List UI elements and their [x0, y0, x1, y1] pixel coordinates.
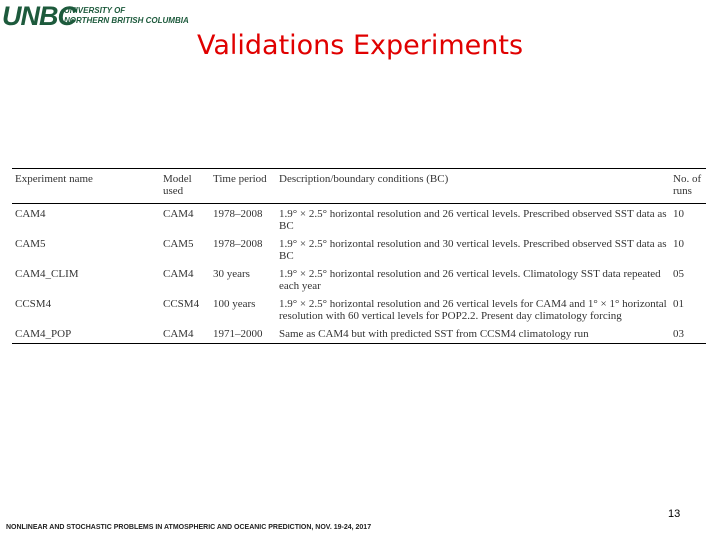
cell-no-of-runs: 01: [673, 298, 684, 310]
logo-line-2: NORTHERN BRITISH COLUMBIA: [64, 16, 189, 25]
table-row: [12, 294, 706, 324]
cell-experiment-name: CCSM4: [15, 298, 52, 310]
cell-experiment-name: CAM4: [15, 208, 46, 220]
cell-description: 1.9° × 2.5° horizontal resolution and 26 vertical levels. Climatology SST data repeated each year: [279, 268, 661, 292]
logo-text: [64, 6, 189, 26]
cell-description: 1.9° × 2.5° horizontal resolution and 26 vertical levels. Prescribed observed SST data as BC: [279, 208, 667, 232]
cell-description: 1.9° × 2.5° horizontal resolution and 30 vertical levels. Prescribed observed SST data as BC: [279, 238, 667, 262]
table-header-row: [12, 169, 706, 204]
table-row: [12, 264, 706, 294]
cell-experiment-name: CAM5: [15, 238, 46, 250]
table-row: [12, 204, 706, 235]
experiments-table: [12, 168, 706, 344]
cell-model-used: CCSM4: [163, 298, 200, 310]
cell-no-of-runs: 10: [673, 208, 684, 220]
logo-line-1: UNIVERSITY OF: [64, 6, 126, 15]
cell-model-used: CAM5: [163, 238, 194, 250]
cell-model-used: CAM4: [163, 208, 194, 220]
header-experiment-name: Experiment name: [15, 173, 93, 185]
logo-mark: UNBC: [2, 1, 76, 31]
cell-time-period: 1971–2000: [213, 328, 263, 340]
cell-model-used: CAM4: [163, 268, 194, 280]
cell-no-of-runs: 10: [673, 238, 684, 250]
header-model-used: Model used: [163, 173, 192, 197]
header-description: Description/boundary conditions (BC): [279, 173, 449, 185]
header-time-period: Time period: [213, 173, 267, 185]
cell-model-used: CAM4: [163, 328, 194, 340]
cell-time-period: 1978–2008: [213, 208, 263, 220]
experiments-table-container: [12, 168, 706, 344]
footer-conference-text: NONLINEAR AND STOCHASTIC PROBLEMS IN ATMOSPHERIC AND OCEANIC PREDICTION, NOV. 19-24, 2017: [6, 524, 372, 531]
cell-description: 1.9° × 2.5° horizontal resolution and 26 vertical levels for CAM4 and 1° × 1° horizontal resolution with 60 vertical levels for POP2.2. Present day climatology forcing: [279, 298, 667, 322]
table-row: [12, 324, 706, 343]
cell-no-of-runs: 05: [673, 268, 684, 280]
cell-description: Same as CAM4 but with predicted SST from CCSM4 climatology run: [279, 328, 589, 340]
cell-time-period: 30 years: [213, 268, 250, 280]
page-number: 13: [668, 508, 681, 520]
header-no-of-runs: No. of runs: [673, 173, 702, 197]
cell-time-period: 1978–2008: [213, 238, 263, 250]
cell-time-period: 100 years: [213, 298, 256, 310]
cell-experiment-name: CAM4_POP: [15, 328, 72, 340]
slide-title: Validations Experiments: [196, 30, 524, 61]
cell-no-of-runs: 03: [673, 328, 684, 340]
table-row: [12, 234, 706, 264]
cell-experiment-name: CAM4_CLIM: [15, 268, 79, 280]
